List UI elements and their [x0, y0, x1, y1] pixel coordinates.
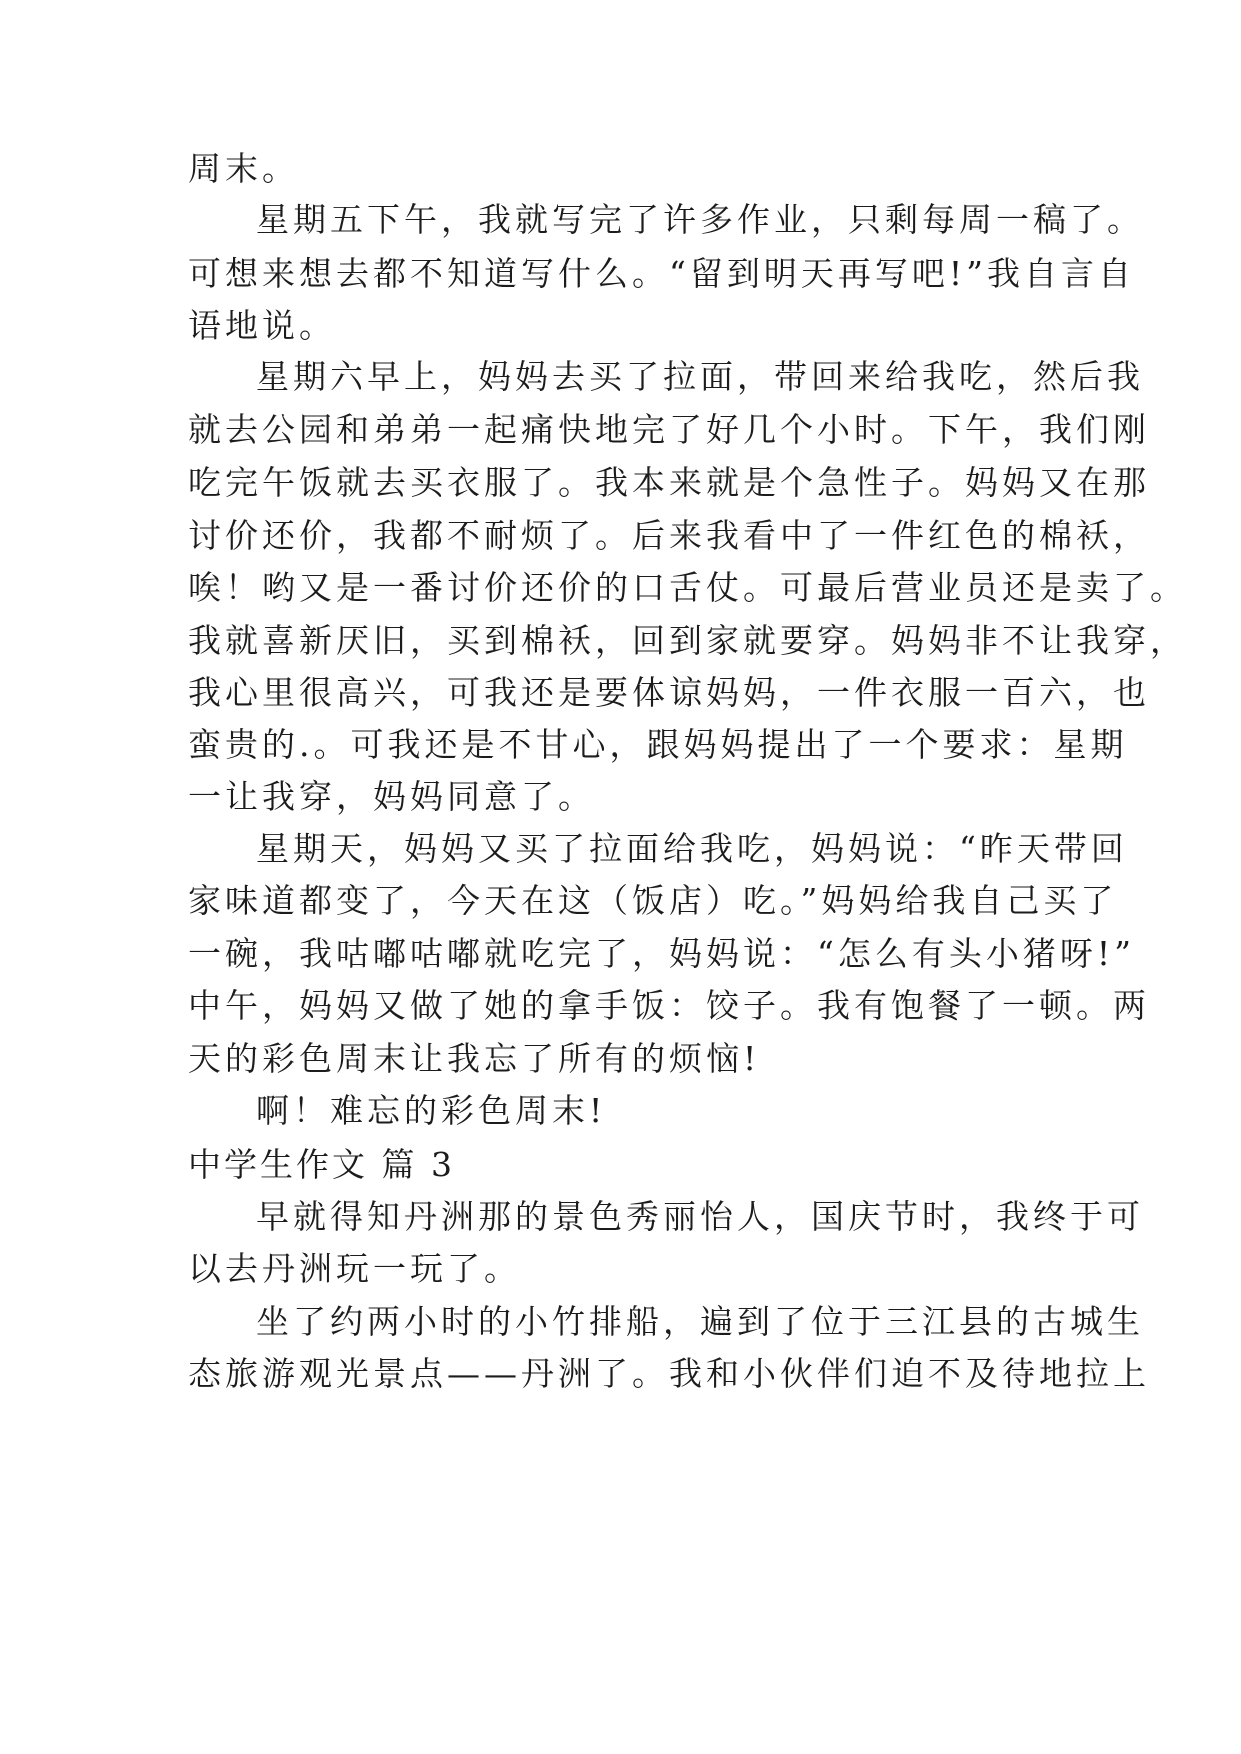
paragraph-start-line: 星期天，妈妈又买了拉面给我吃，妈妈说：“昨天带回	[256, 829, 1128, 868]
text-line: 周末。	[188, 149, 299, 188]
paragraph-start-line: 早就得知丹洲那的景色秀丽怡人，国庆节时，我终于可	[256, 1197, 1144, 1236]
section-heading: 中学生作文 篇 3	[188, 1145, 455, 1184]
text-line: 可想来想去都不知道写什么。“留到明天再写吧!”我自言自	[188, 254, 1136, 293]
text-line: 一碗，我咕嘟咕嘟就吃完了，妈妈说：“怎么有头小猪呀!”	[188, 934, 1136, 973]
text-line: 蛮贵的.。可我还是不甘心，跟妈妈提出了一个要求：星期	[188, 725, 1128, 764]
paragraph-start-line: 星期五下午，我就写完了许多作业，只剩每周一稿了。	[256, 200, 1144, 239]
text-line: 唉！哟又是一番讨价还价的口舌仗。可最后营业员还是卖了。	[188, 568, 1187, 607]
text-line: 我就喜新厌旧，买到棉袄，回到家就要穿。妈妈非不让我穿，	[188, 621, 1187, 660]
text-line: 讨价还价，我都不耐烦了。后来我看中了一件红色的棉袄，	[188, 516, 1150, 555]
text-line: 天的彩色周末让我忘了所有的烦恼!	[188, 1039, 761, 1078]
text-line: 态旅游观光景点——丹洲了。我和小伙伴们迫不及待地拉上	[188, 1354, 1150, 1393]
text-line: 中午，妈妈又做了她的拿手饭：饺子。我有饱餐了一顿。两	[188, 986, 1150, 1025]
paragraph-start-line: 啊！难忘的彩色周末!	[256, 1091, 607, 1130]
text-line: 家味道都变了，今天在这（饭店）吃。”妈妈给我自己买了	[188, 881, 1118, 920]
paragraph-start-line: 星期六早上，妈妈去买了拉面，带回来给我吃，然后我	[256, 357, 1144, 396]
text-line: 就去公园和弟弟一起痛快地完了好几个小时。下午，我们刚	[188, 410, 1150, 449]
paragraph-start-line: 坐了约两小时的小竹排船，遍到了位于三江县的古城生	[256, 1302, 1144, 1341]
text-line: 一让我穿，妈妈同意了。	[188, 777, 595, 816]
text-line: 以去丹洲玩一玩了。	[188, 1249, 521, 1288]
text-line: 我心里很高兴，可我还是要体谅妈妈，一件衣服一百六，也	[188, 673, 1150, 712]
text-line: 吃完午饭就去买衣服了。我本来就是个急性子。妈妈又在那	[188, 463, 1150, 502]
text-line: 语地说。	[188, 306, 336, 345]
